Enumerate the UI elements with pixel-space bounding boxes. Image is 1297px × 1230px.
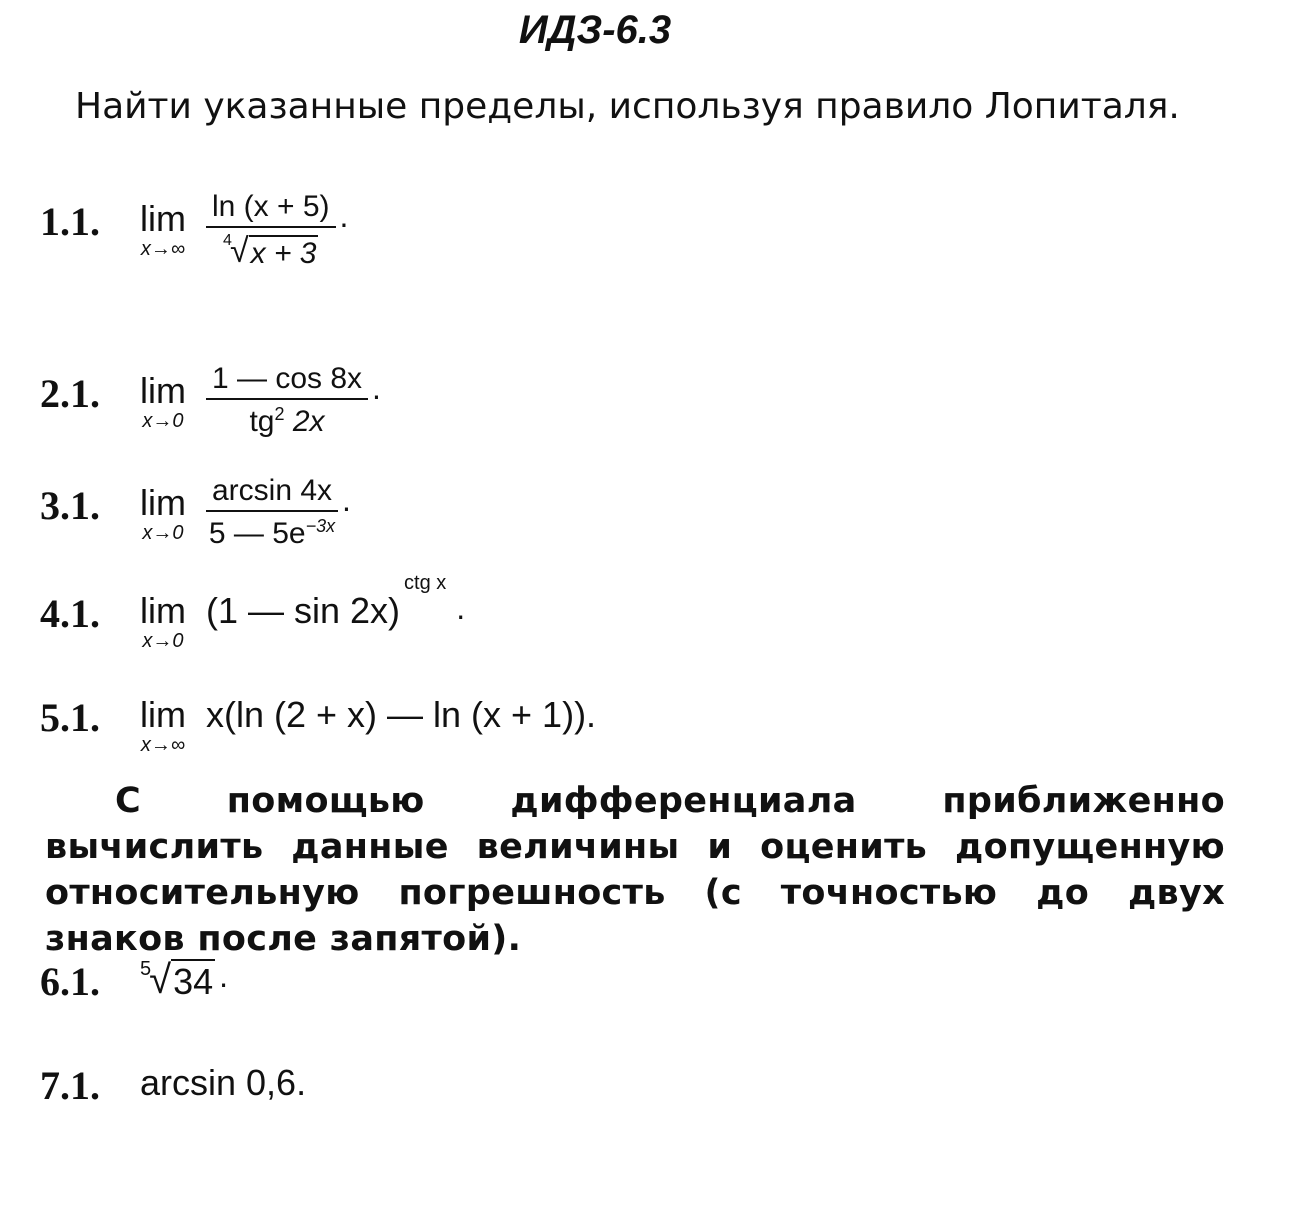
denominator: 5 — $5e^{-3x}$ xyxy=(208,516,336,550)
radical-icon: √ xyxy=(149,958,172,1002)
task-6: 6.1. 5 √ 34 . xyxy=(40,958,229,1004)
problem-number: 4.1. xyxy=(40,591,100,636)
problem-number: 3.1. xyxy=(40,483,100,528)
task-number: 6.1. xyxy=(40,959,100,1004)
limit-operator: lim x→∞ xyxy=(140,198,186,260)
limit-operator: lim x→∞ xyxy=(140,694,186,756)
problem-1: 1.1. lim x→∞ ln (x + 5) 4 √ x + 3 . xyxy=(40,190,349,270)
task-7 xyxy=(40,1062,306,1109)
limit-operator: lim x→0 xyxy=(140,370,186,432)
instruction-limits: Найти указанные пределы, используя правило Лопиталя. xyxy=(75,86,1180,127)
instruction-differential: С помощью дифференциала приближенно вычислить данные величины и оценить допущенную относительную погрешность (с точностью до двух знаков после запятой). xyxy=(45,781,1225,959)
fraction xyxy=(206,190,336,271)
problem-number: 2.1. xyxy=(40,371,100,416)
root-expression: 5 √ 34 xyxy=(140,958,214,1002)
limit-operator: lim x→0 xyxy=(140,482,186,544)
denominator-root: 4 √ x + 3 xyxy=(223,232,317,270)
problem-4: 4.1. lim x→0 (1 — sin 2x) ctg x . xyxy=(40,572,466,652)
numerator: 1 — cos 8x xyxy=(206,362,368,400)
numerator: arcsin 4x xyxy=(206,474,338,512)
expression: arcsin 0,6. xyxy=(140,1062,307,1103)
expression: (1 — sin 2x) xyxy=(205,590,401,631)
limit-operator: lim x→0 xyxy=(140,590,186,652)
problem-number: 5.1. xyxy=(40,695,100,740)
problem-5 xyxy=(40,694,596,757)
fraction xyxy=(206,362,368,439)
page-title: ИДЗ-6.3 xyxy=(518,8,672,52)
radical-icon: √ xyxy=(229,232,249,270)
problem-3: 3.1. lim x→0 $\frac{\arcsin 4x}{5 — 5e^{-3x}}$ . xyxy=(40,474,351,550)
exponent: ctg x xyxy=(404,572,447,594)
problem-number: 1.1. xyxy=(40,199,100,244)
denominator: $tg^2$ 2x xyxy=(249,404,325,438)
fraction xyxy=(206,474,338,551)
numerator: ln (x + 5) xyxy=(206,190,336,228)
problem-2: 2.1. lim x→0 $\frac{1 — \cos 8x}{tg^2 2x}$ . xyxy=(40,362,381,438)
task-number: 7.1. xyxy=(40,1063,100,1108)
expression: x(ln (2 + x) — ln (x + 1)). xyxy=(205,694,597,735)
